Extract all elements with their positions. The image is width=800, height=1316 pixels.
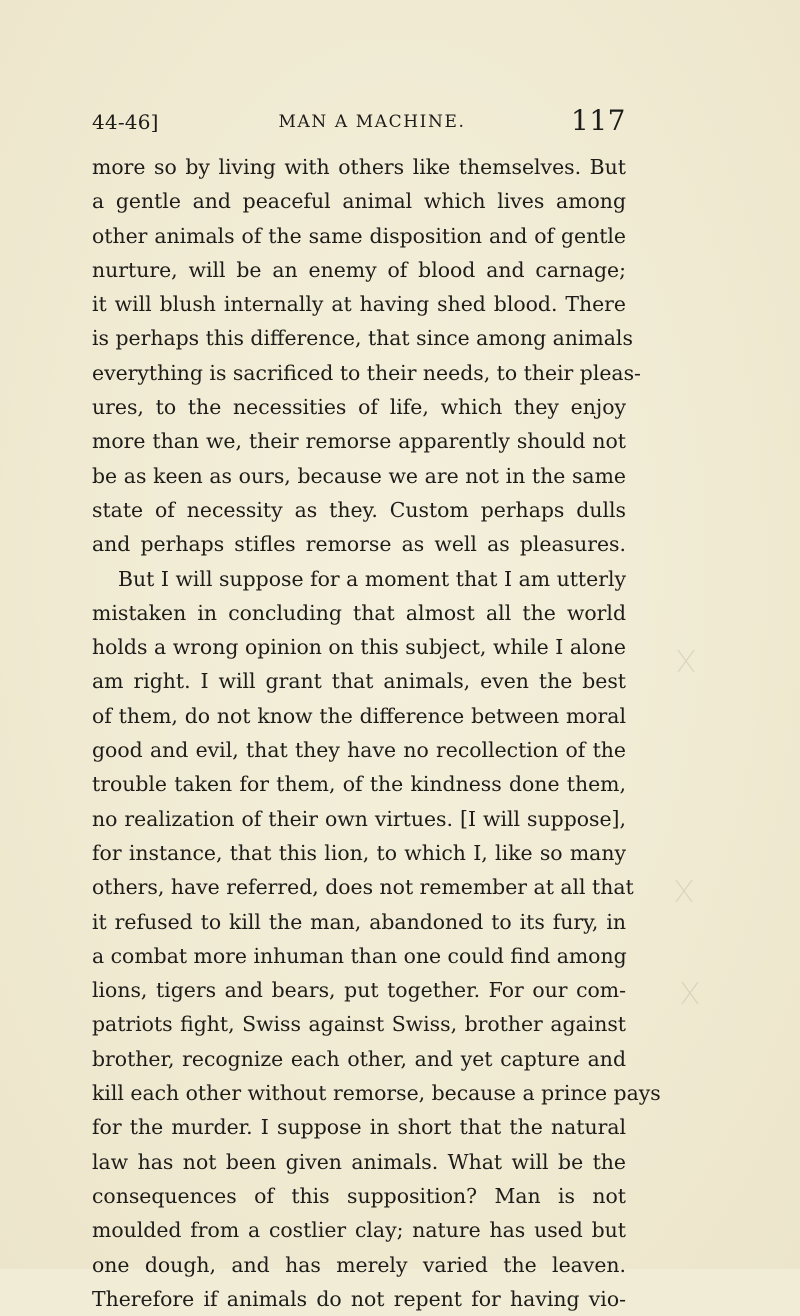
running-title: MAN A MACHINE. [278,112,466,132]
text-line: consequences of this supposition? Man is not [92,1183,626,1208]
text-line: and perhaps stifles remorse as well as pleasures. [92,532,626,557]
text-line: moulded from a costlier clay; nature has used but [92,1218,626,1243]
text-line: for instance, that this lion, to which I, like so many [92,840,626,865]
text-line: is perhaps this difference, that since among animals [92,326,633,351]
text-line: no realization of their own virtues. [I will suppose], [92,806,626,831]
paragraph-first-line: But I will suppose for a moment that I am utterly [118,566,626,591]
text-line: a gentle and peaceful animal which lives among [92,189,626,214]
text-line: be as keen as ours, because we are not in the same [92,463,626,488]
text-line: it will blush internally at having shed blood. There [92,292,626,317]
text-line: brother, recognize each other, and yet capture and [92,1046,626,1071]
text-line: others, have referred, does not remember at all that [92,875,634,900]
text-line: am right. I will grant that animals, even the best [92,669,626,694]
page-number: 117 [571,104,626,137]
text-line: it refused to kill the man, abandoned to its fury, in [92,909,626,934]
text-line: patriots fight, Swiss against Swiss, brother against [92,1012,626,1037]
text-line: of them, do not know the difference between moral [92,703,626,728]
bleed-through-mark [676,648,696,674]
section-reference: 44-46] [92,110,159,134]
text-line: more than we, their remorse apparently should not [92,429,626,454]
text-line: good and evil, that they have no recollection of the [92,738,626,763]
bleed-through-mark [674,878,694,904]
text-line: everything is sacrificed to their needs, to their pleas- [92,360,641,385]
text-line: holds a wrong opinion on this subject, while I alone [92,635,626,660]
running-head [92,106,626,140]
text-line: kill each other without remorse, because a prince pays [92,1081,661,1106]
text-line: law has not been given animals. What will be the [92,1149,626,1174]
text-line: other animals of the same disposition and of gentle [92,223,626,248]
text-line: a combat more inhuman than one could find among [92,943,627,968]
text-line: for the murder. I suppose in short that the natural [92,1115,626,1140]
text-line: trouble taken for them, of the kindness done them, [92,772,626,797]
text-line: state of necessity as they. Custom perhaps dulls [92,497,626,522]
text-line: mistaken in concluding that almost all the world [92,600,626,625]
text-line: one dough, and has merely varied the leaven. [92,1252,626,1277]
text-line: more so by living with others like themselves. But [92,155,626,179]
text-line: ures, to the necessities of life, which they enjoy [92,395,626,420]
text-line: nurture, will be an enemy of blood and carnage; [92,257,626,282]
text-line: lions, tigers and bears, put together. For our com- [92,978,626,1003]
body-text [92,150,661,1316]
bleed-through-mark [680,980,700,1006]
text-line: Therefore if animals do not repent for having vio- [92,1286,626,1311]
